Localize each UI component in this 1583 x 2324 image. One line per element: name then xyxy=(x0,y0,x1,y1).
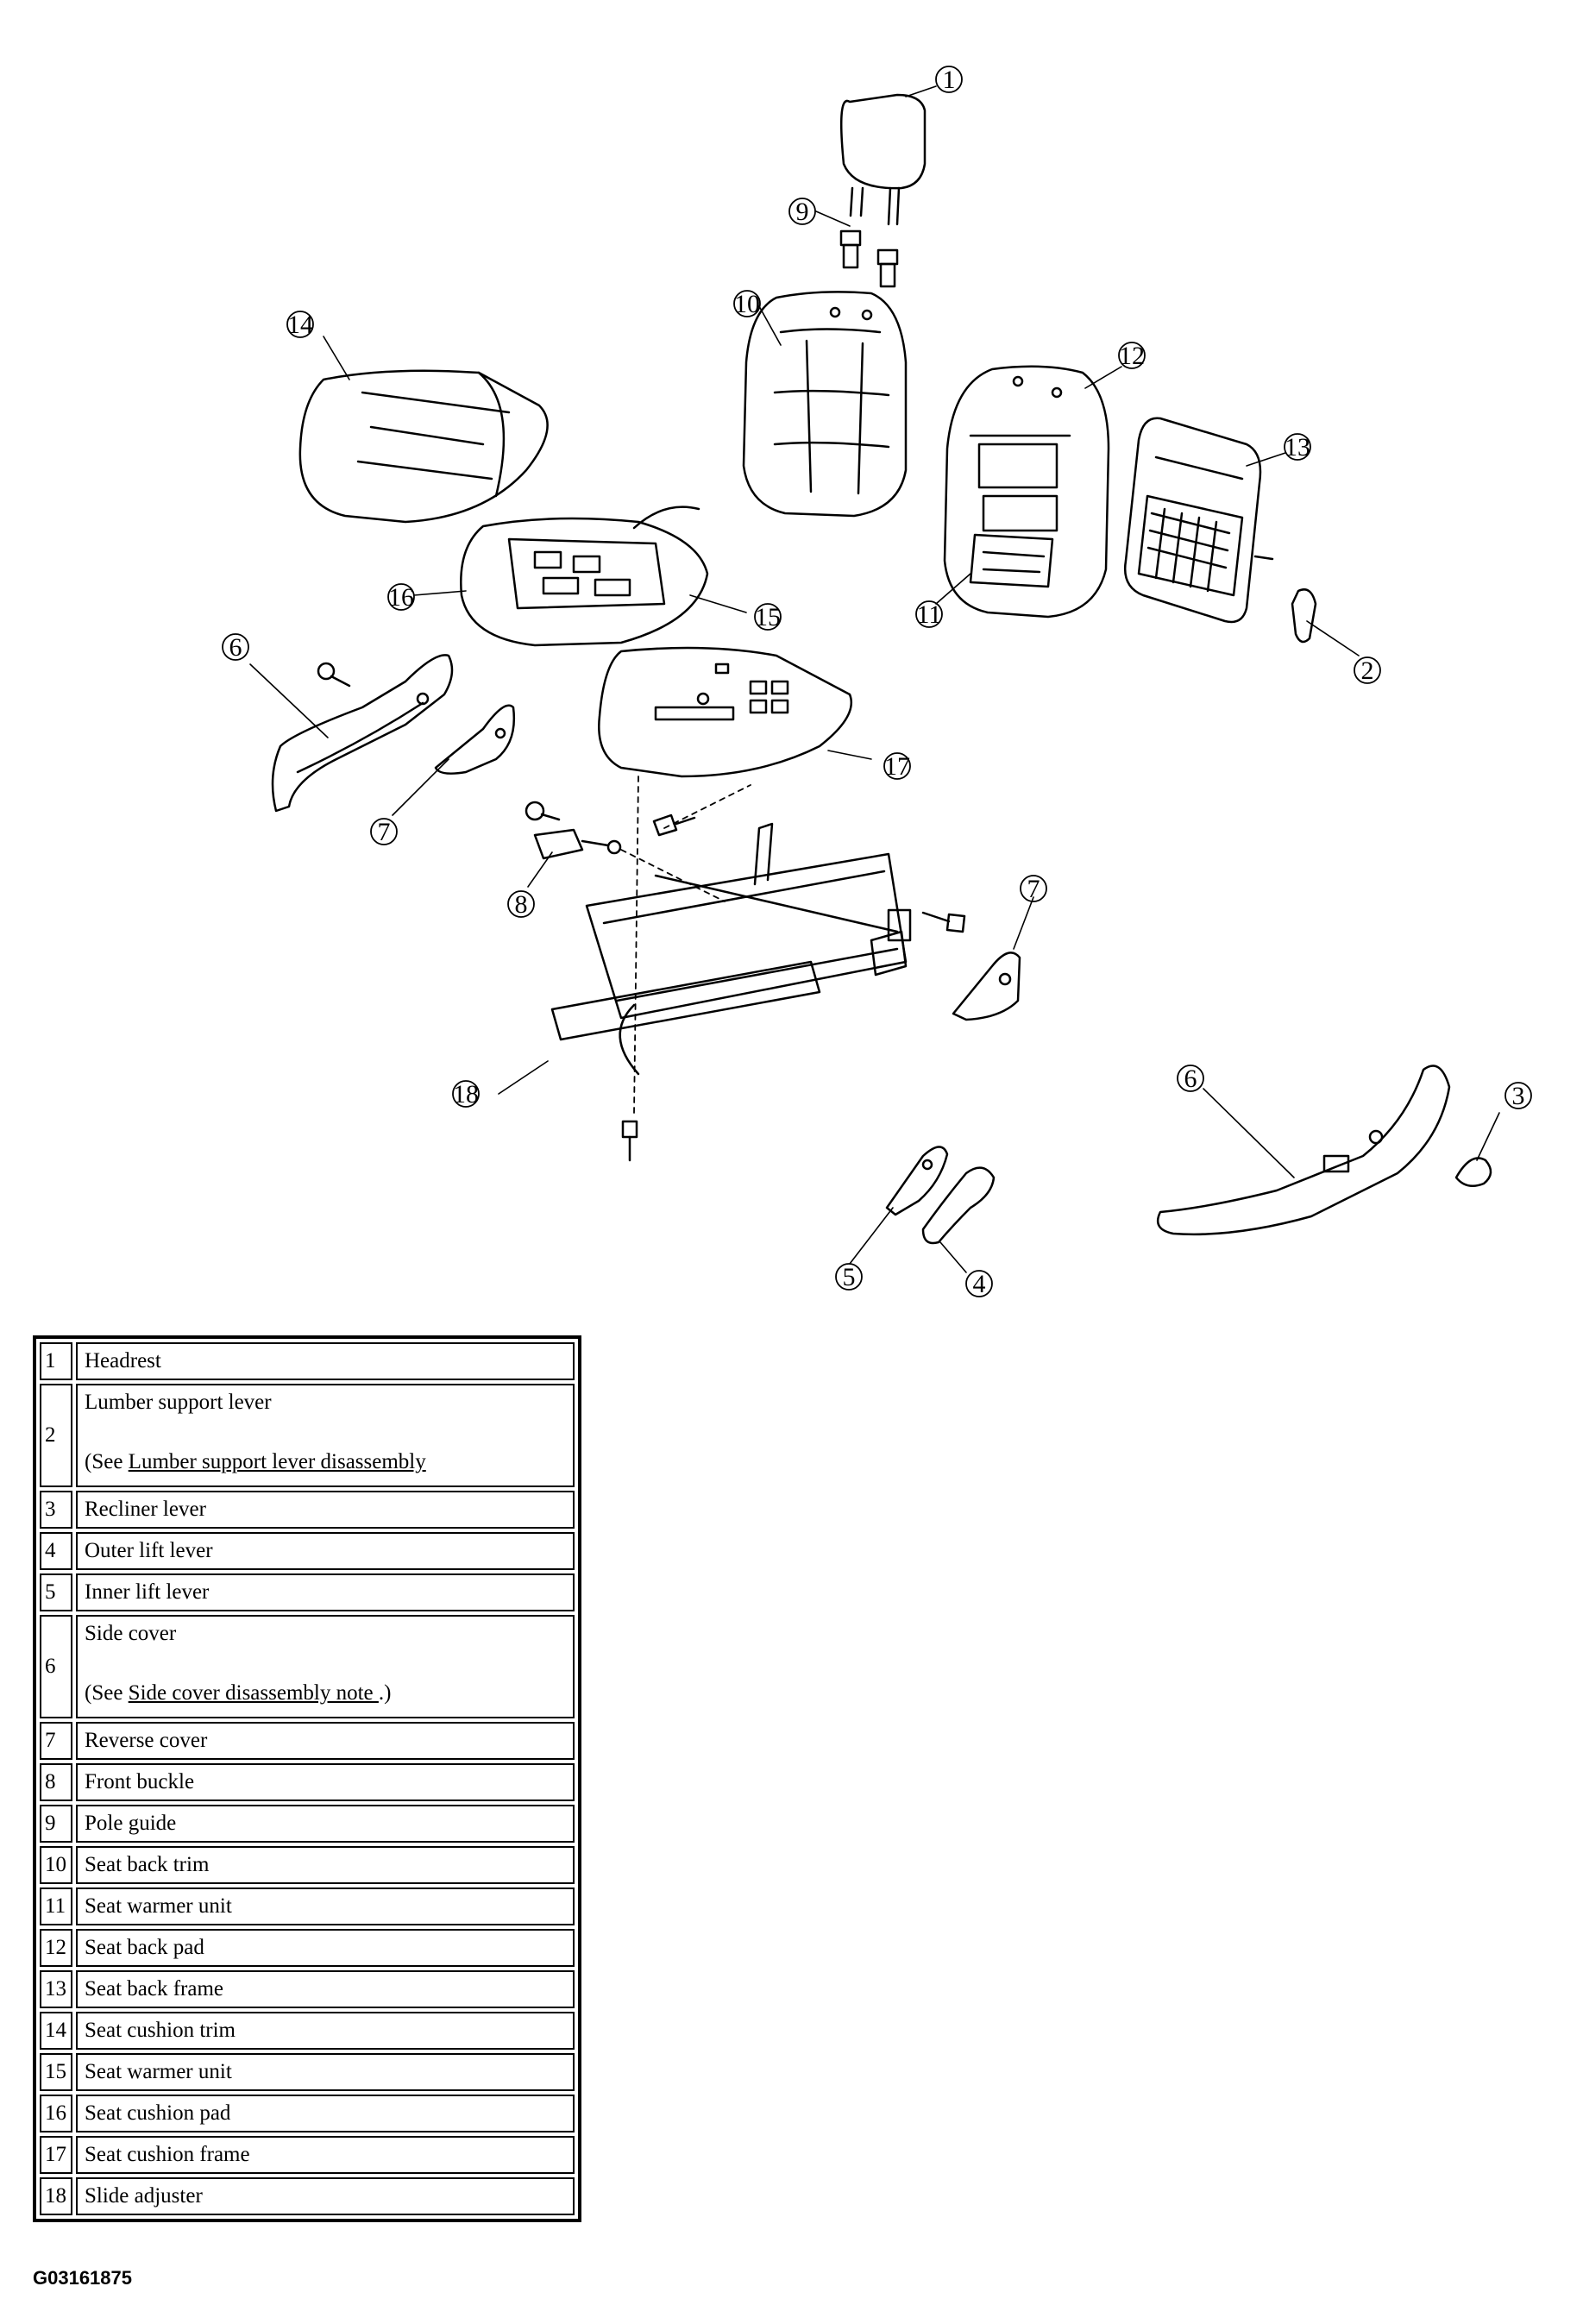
figure-code: G03161875 xyxy=(33,2267,132,2289)
part-name: Seat back trim xyxy=(76,1846,575,1884)
part-description xyxy=(76,1615,575,1718)
seat-back-pad-part xyxy=(945,367,1109,617)
seat-cushion-trim-part xyxy=(300,371,548,522)
slide-adjuster-part xyxy=(552,824,910,1074)
lumbar-lever-part xyxy=(1292,589,1316,642)
part-number: 7 xyxy=(40,1722,72,1760)
parts-legend xyxy=(33,1335,581,2222)
table-row xyxy=(40,1805,575,1843)
part-number: 1 xyxy=(40,1342,72,1380)
seat-back-warmer-part xyxy=(971,535,1052,587)
part-name: Seat warmer unit xyxy=(76,1887,575,1925)
part-number: 6 xyxy=(40,1615,72,1718)
callout-6-right: 6 xyxy=(1184,1065,1197,1093)
table-row xyxy=(40,1491,575,1529)
table-row xyxy=(40,1722,575,1760)
callout-5: 5 xyxy=(842,1263,856,1291)
table-row xyxy=(40,1846,575,1884)
seat-cushion-warmer-part xyxy=(509,539,664,608)
callout-8: 8 xyxy=(514,890,528,919)
callout-2: 2 xyxy=(1360,656,1374,685)
part-number: 12 xyxy=(40,1929,72,1967)
part-name: Seat warmer unit xyxy=(76,2053,575,2091)
note-prefix: (See xyxy=(85,1450,129,1473)
part-name: Outer lift lever xyxy=(76,1532,575,1570)
side-cover-disassembly-note-link[interactable]: Side cover disassembly note xyxy=(128,1681,379,1705)
callout-10: 10 xyxy=(734,290,760,318)
callout-7-left: 7 xyxy=(377,818,391,846)
callout-4: 4 xyxy=(972,1270,986,1298)
seat-cushion-pad-part xyxy=(461,507,707,645)
reverse-cover-left-part xyxy=(436,706,514,774)
seat-back-trim-part xyxy=(744,292,906,516)
table-row xyxy=(40,1970,575,2008)
table-row xyxy=(40,2177,575,2215)
part-name: Seat back frame xyxy=(76,1970,575,2008)
outer-lift-lever-part xyxy=(923,1168,994,1243)
table-row xyxy=(40,1342,575,1380)
callout-1: 1 xyxy=(942,66,956,94)
part-number: 16 xyxy=(40,2095,72,2132)
callout-12: 12 xyxy=(1119,342,1145,370)
part-number: 10 xyxy=(40,1846,72,1884)
part-name: Recliner lever xyxy=(76,1491,575,1529)
table-row xyxy=(40,1532,575,1570)
callout-11: 11 xyxy=(916,600,942,629)
reverse-cover-right-part xyxy=(953,952,1020,1020)
seat-back-frame-part xyxy=(1125,418,1272,622)
part-name: Slide adjuster xyxy=(76,2177,575,2215)
part-name: Pole guide xyxy=(76,1805,575,1843)
recliner-lever-part xyxy=(1456,1159,1491,1186)
callout-18: 18 xyxy=(453,1080,479,1109)
table-row xyxy=(40,2095,575,2132)
part-number: 9 xyxy=(40,1805,72,1843)
callout-9: 9 xyxy=(795,198,809,226)
part-name: Lumber support lever xyxy=(85,1391,272,1414)
note-prefix: (See xyxy=(85,1681,129,1705)
assembly-guide-lines xyxy=(621,776,751,1113)
parts-table xyxy=(33,1335,581,2222)
callout-circles xyxy=(223,66,1531,1297)
table-row xyxy=(40,2053,575,2091)
leader-lines xyxy=(250,86,1499,1272)
inner-lift-lever-part xyxy=(887,1146,947,1215)
front-buckle-part xyxy=(526,802,620,858)
part-number: 4 xyxy=(40,1532,72,1570)
part-note xyxy=(85,1682,566,1705)
callout-3: 3 xyxy=(1511,1082,1525,1110)
table-row xyxy=(40,1573,575,1611)
headrest-part xyxy=(841,95,925,224)
note-suffix: .) xyxy=(378,1681,392,1705)
lumbar-lever-disassembly-link[interactable]: Lumber support lever disassembly xyxy=(128,1450,426,1473)
table-row xyxy=(40,1887,575,1925)
part-name: Inner lift lever xyxy=(76,1573,575,1611)
part-number: 5 xyxy=(40,1573,72,1611)
callout-7-right: 7 xyxy=(1027,875,1040,903)
part-number: 14 xyxy=(40,2012,72,2050)
part-number: 17 xyxy=(40,2136,72,2174)
callout-14: 14 xyxy=(287,311,313,339)
part-number: 18 xyxy=(40,2177,72,2215)
part-name: Side cover xyxy=(85,1622,177,1645)
seat-cushion-frame-part xyxy=(599,648,851,776)
table-row xyxy=(40,2136,575,2174)
callout-6-left: 6 xyxy=(229,633,242,662)
table-row xyxy=(40,1929,575,1967)
part-name: Seat back pad xyxy=(76,1929,575,1967)
side-cover-right-part xyxy=(1158,1066,1449,1234)
part-name: Headrest xyxy=(76,1342,575,1380)
part-name: Seat cushion frame xyxy=(76,2136,575,2174)
screw-part xyxy=(318,663,349,686)
part-number: 13 xyxy=(40,1970,72,2008)
callout-17: 17 xyxy=(884,752,910,781)
table-row xyxy=(40,2012,575,2050)
part-number: 3 xyxy=(40,1491,72,1529)
part-name: Seat cushion pad xyxy=(76,2095,575,2132)
pole-guide-part xyxy=(841,231,897,286)
table-row xyxy=(40,1615,575,1718)
part-name: Front buckle xyxy=(76,1763,575,1801)
table-row xyxy=(40,1763,575,1801)
part-number: 15 xyxy=(40,2053,72,2091)
part-number: 11 xyxy=(40,1887,72,1925)
callout-16: 16 xyxy=(388,583,414,612)
side-cover-left-part xyxy=(273,655,452,811)
part-number: 8 xyxy=(40,1763,72,1801)
callout-13: 13 xyxy=(1285,433,1310,462)
part-note xyxy=(85,1451,566,1473)
callout-15: 15 xyxy=(755,603,781,631)
table-row xyxy=(40,1384,575,1487)
part-number: 2 xyxy=(40,1384,72,1487)
part-name: Seat cushion trim xyxy=(76,2012,575,2050)
part-name: Reverse cover xyxy=(76,1722,575,1760)
part-description xyxy=(76,1384,575,1487)
